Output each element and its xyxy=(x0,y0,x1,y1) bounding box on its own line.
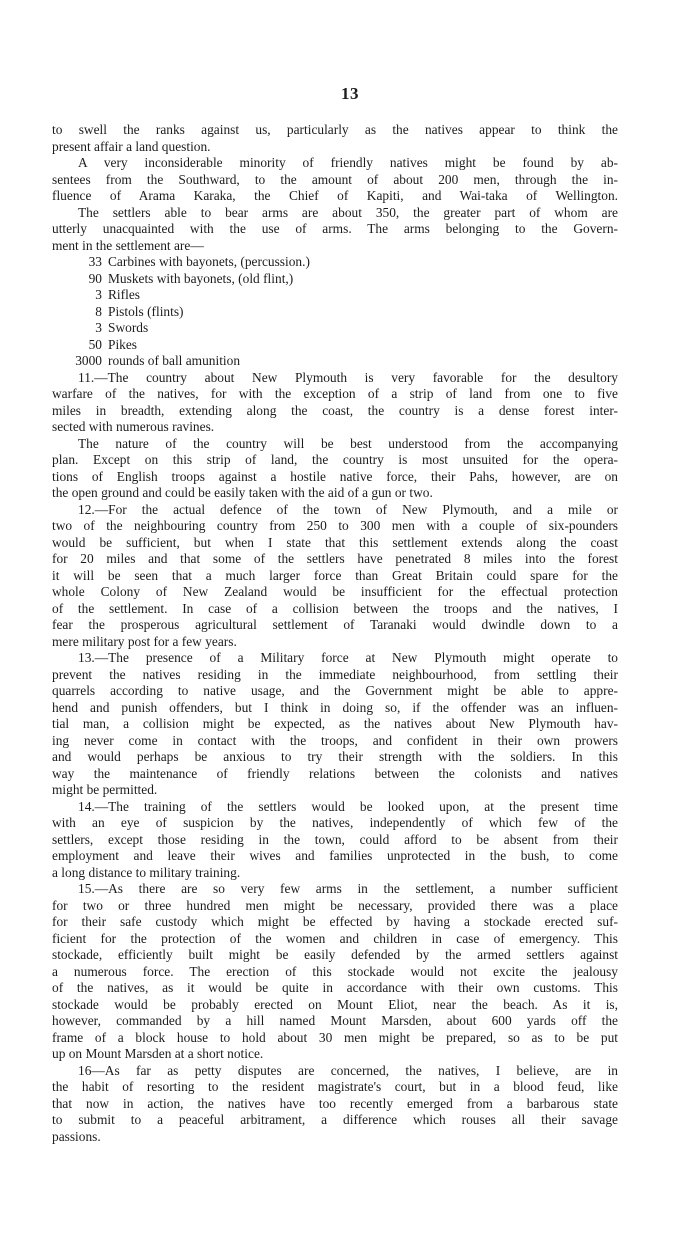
arms-quantity: 50 xyxy=(88,336,102,352)
arms-description: Pistols (flints) xyxy=(108,303,184,319)
text-line: that now in action, the natives have too recently emerged from a barbarous state xyxy=(52,1095,618,1111)
text-line: with an eye of suspicion by the natives, independently of which few of the xyxy=(52,815,618,830)
text-line: sentees from the Southward, to the amount of about 200 men, through the in- xyxy=(52,171,618,187)
arms-quantity: 90 xyxy=(88,270,102,286)
text-line: 13.—The presence of a Military force at New Plymouth might operate to xyxy=(78,650,618,665)
text-line: fluence of Arama Karaka, the Chief of Kapiti, and Wai-taka of Wellington. xyxy=(52,188,618,203)
text-line: however, commanded by a hill named Mount Marsden, about 600 yards off the xyxy=(52,1013,618,1028)
text-line: 12.—For the actual defence of the town of New Plymouth, and a mile or xyxy=(78,501,618,517)
text-line: to swell the ranks against us, particularly as the natives appear to think the xyxy=(52,122,618,137)
text-line: two of the neighbouring country from 250 to 300 men with a couple of six-pounders xyxy=(52,518,618,533)
arms-description: Muskets with bayonets, (old flint,) xyxy=(108,270,294,286)
page-number: 13 xyxy=(341,84,359,103)
text-line: a long distance to military training. xyxy=(52,864,241,880)
text-line: warfare of the natives, for with the exception of a strip of land from one to five xyxy=(52,386,618,401)
text-line: passions. xyxy=(52,1128,101,1144)
arms-list xyxy=(52,254,618,370)
text-line: for 20 miles and that some of the settlers have penetrated 8 miles into the forest xyxy=(52,551,618,566)
list-item xyxy=(52,353,618,370)
text-line: employment and leave their wives and families unprotected in the bush, to come xyxy=(52,848,618,863)
text-line: of the settlement. In case of a collision between the troops and the natives, I xyxy=(52,600,618,616)
text-line: plan. Except on this strip of land, the country is most unsuited for the opera- xyxy=(52,452,618,467)
list-item xyxy=(52,337,618,354)
list-item xyxy=(52,304,618,321)
text-line: ing never come in contact with the troops, and confident in their own prowers xyxy=(52,732,618,748)
arms-description: Swords xyxy=(108,320,149,335)
text-line: the open ground and could be easily taken with the aid of a gun or two. xyxy=(52,485,433,500)
text-line: frame of a block house to hold about 30 men might be prepared, so as to be put xyxy=(52,1029,618,1045)
text-line: would be sufficient, but when I state that this settlement extends along the coast xyxy=(52,534,618,550)
text-line: ficient for the protection of the women and children in case of emergency. This xyxy=(52,930,618,946)
arms-quantity: 3000 xyxy=(75,353,102,368)
list-item xyxy=(52,287,618,304)
text-line: prevent the natives residing in the immediate neighbourhood, from settling their xyxy=(52,666,618,682)
arms-description: Pikes xyxy=(108,336,138,352)
list-item xyxy=(52,254,618,271)
text-line: A very inconsiderable minority of friendly natives might be found by ab- xyxy=(78,155,618,170)
arms-quantity: 8 xyxy=(95,303,102,319)
text-line: 14.—The training of the settlers would be looked upon, at the present time xyxy=(78,798,618,814)
text-line: ment in the settlement are— xyxy=(52,237,204,253)
text-line: it will be seen that a much larger force than Great Britain could spare for the xyxy=(52,567,618,583)
text-line: up on Mount Marsden at a short notice. xyxy=(52,1046,264,1061)
text-line: hend and punish offenders, but I think in doing so, if the offender was an influen- xyxy=(52,699,618,715)
text-line: utterly unacquainted with the use of arms. The arms belonging to the Govern- xyxy=(52,221,618,236)
text-line: for two or three hundred men might be necessary, provided there was a place xyxy=(52,897,618,913)
body-text xyxy=(52,122,618,1145)
list-item xyxy=(52,271,618,288)
text-line: way the maintenance of friendly relations between the colonists and natives xyxy=(52,765,618,781)
text-line: whole Colony of New Zealand would be insufficient for the effectual protection xyxy=(52,584,618,599)
arms-description: Rifles xyxy=(108,287,140,302)
text-line: present affair a land question. xyxy=(52,138,211,154)
arms-quantity: 3 xyxy=(95,320,102,335)
text-line: tial man, a collision might be expected, as the natives about New Plymouth hav- xyxy=(52,716,618,731)
text-line: tions of English troops against a hostile native force, their Pahs, however, are on xyxy=(52,468,618,484)
text-line: stockade, efficiently built might be easily defended by the armed settlers against xyxy=(52,947,618,962)
text-line: settlers, except those residing in the town, could afford to be absent from their xyxy=(52,831,618,847)
text-line: stockade would be probably erected on Mount Eliot, near the beach. As it is, xyxy=(52,996,618,1012)
arms-description: Carbines with bayonets, (percussion.) xyxy=(108,254,310,269)
text-line: miles in breadth, extending along the coast, the country is a dense forest inter- xyxy=(52,402,618,418)
text-line: mere military post for a few years. xyxy=(52,633,237,649)
text-line: 16—As far as petty disputes are concerned, the natives, I believe, are in xyxy=(78,1062,618,1078)
text-line: the habit of resorting to the resident magistrate's court, but in a blood feud, like xyxy=(52,1079,618,1094)
text-line: of the natives, as it would be quite in accordance with their own customs. This xyxy=(52,980,618,995)
text-line: for their safe custody which might be effected by having a stockade erected suf- xyxy=(52,914,618,929)
arms-quantity: 33 xyxy=(88,254,102,269)
text-line: might be permitted. xyxy=(52,782,158,797)
text-line: The settlers able to bear arms are about 350, the greater part of whom are xyxy=(78,204,618,220)
text-line: quarrels according to native usage, and the Government might be able to appre- xyxy=(52,683,618,698)
text-line: to submit to a peaceful arbitrament, a difference which rouses all their savage xyxy=(52,1112,618,1127)
text-line: sected with numerous ravines. xyxy=(52,419,215,434)
text-line: a numerous force. The erection of this stockade would not excite the jealousy xyxy=(52,963,618,979)
text-line: 15.—As there are so very few arms in the settlement, a number sufficient xyxy=(78,881,618,896)
text-line: fear the prosperous agricultural settlement of Taranaki would dwindle down to a xyxy=(52,617,618,632)
list-item xyxy=(52,320,618,337)
arms-description: rounds of ball amunition xyxy=(108,353,241,368)
text-line: 11.—The country about New Plymouth is very favorable for the desultory xyxy=(78,369,618,385)
text-line: The nature of the country will be best understood from the accompanying xyxy=(78,435,618,451)
text-line: and would perhaps be anxious to try their strength with the soldiers. In this xyxy=(52,749,618,764)
arms-quantity: 3 xyxy=(95,287,102,302)
